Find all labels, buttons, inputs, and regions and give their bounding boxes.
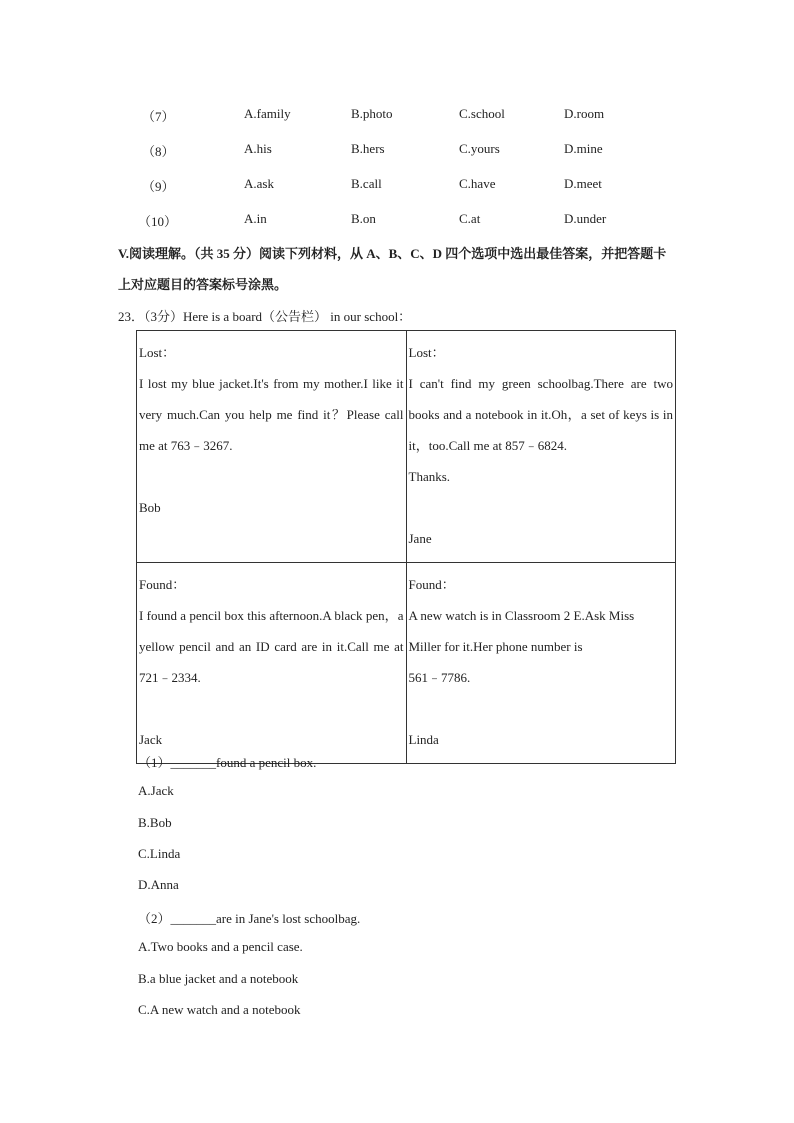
option-a: A.ask xyxy=(244,176,274,191)
notice-line: Miller for it.Her phone number is xyxy=(408,639,583,654)
sub-question-2-option-c: C.A new watch and a notebook xyxy=(138,1002,301,1017)
option-a: A.his xyxy=(244,141,272,156)
option-d: D.meet xyxy=(564,176,602,191)
option-row-8 xyxy=(0,141,794,161)
sub-question-1-option-b: B.Bob xyxy=(138,815,172,830)
option-d: D.mine xyxy=(564,141,603,156)
option-b: B.hers xyxy=(351,141,385,156)
sub-question-2-option-a: A.Two books and a pencil case. xyxy=(138,939,303,954)
lost-notice-bob xyxy=(137,331,407,563)
notice-thanks: Thanks. xyxy=(408,469,451,484)
sub-question-2-stem: （2）_______are in Jane's lost schoolbag. xyxy=(138,911,361,926)
lost-notice-jane xyxy=(406,331,676,563)
notice-body: I can't find my green schoolbag.There are two books and a notebook in it.Oh，a set of keys is in it，too.Call me at 857﹣6824. xyxy=(408,376,673,453)
option-c: C.have xyxy=(459,176,496,191)
option-d: D.room xyxy=(564,106,605,121)
option-b: B.call xyxy=(351,176,382,191)
option-a: A.family xyxy=(244,106,291,121)
option-c: C.school xyxy=(459,106,505,121)
question-23-header: 23．（3分）Here is a board（公告栏） in our school： xyxy=(118,309,412,324)
question-number: （10） xyxy=(138,214,178,229)
notice-title: Found： xyxy=(139,577,186,592)
option-row-9 xyxy=(0,176,794,196)
notice-signature: Linda xyxy=(408,732,439,747)
notice-signature: Jane xyxy=(408,531,432,546)
notice-body: I lost my blue jacket.It's from my mother.I like it very much.Can you help me find it？Please call me at 763﹣3267. xyxy=(139,376,404,453)
option-c: C.yours xyxy=(459,141,500,156)
sub-question-1-option-d: D.Anna xyxy=(138,877,179,892)
option-a: A.in xyxy=(244,211,267,226)
option-b: B.on xyxy=(351,211,376,226)
found-notice-linda xyxy=(406,563,676,764)
notice-line: A new watch is in Classroom 2 E.Ask Miss xyxy=(408,608,635,623)
section-heading: V.阅读理解。（共 35 分）阅读下列材料，从 A、B、C、D 四个选项中选出最佳答案，并把答题卡上对应题目的答案标号涂黑。 xyxy=(118,246,667,292)
found-notice-jack xyxy=(137,563,407,764)
sub-question-2-option-b: B.a blue jacket and a notebook xyxy=(138,971,299,986)
sub-question-1-option-a: A.Jack xyxy=(138,783,174,798)
sub-question-1-stem: （1）_______found a pencil box. xyxy=(138,755,317,770)
option-row-7 xyxy=(0,106,794,126)
question-number: （9） xyxy=(142,179,175,194)
option-b: B.photo xyxy=(351,106,393,121)
option-d: D.under xyxy=(564,211,607,226)
notice-board xyxy=(136,330,676,764)
sub-question-1-option-c: C.Linda xyxy=(138,846,181,861)
question-number: （7） xyxy=(142,109,175,124)
notice-signature: Bob xyxy=(139,500,161,515)
notice-line: 561﹣7786. xyxy=(408,670,471,685)
question-number: （8） xyxy=(142,144,175,159)
notice-signature: Jack xyxy=(139,732,163,747)
notice-title: Lost： xyxy=(139,345,176,360)
notice-title: Found： xyxy=(408,577,455,592)
option-c: C.at xyxy=(459,211,481,226)
notice-title: Lost： xyxy=(408,345,445,360)
option-row-10 xyxy=(0,211,794,231)
notice-body: I found a pencil box this afternoon.A black pen，a yellow pencil and an ID card are in it.Call me at 721﹣2334. xyxy=(139,608,404,685)
